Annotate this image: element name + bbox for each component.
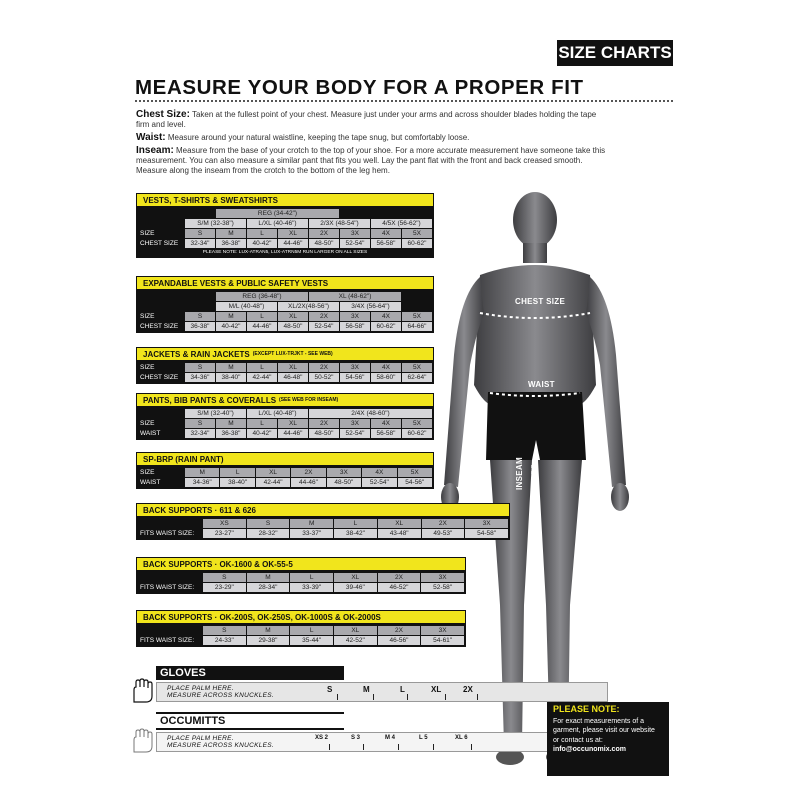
- waist-instruction: [136, 133, 606, 143]
- glove-size-2x: 2X: [463, 685, 473, 694]
- size-cell: M: [247, 573, 290, 582]
- size-cell: 3X: [340, 363, 370, 372]
- mitt-size-xs: XS 2: [315, 735, 329, 741]
- value-cell: 44-46": [278, 429, 308, 438]
- chart-title: BACK SUPPORTS · OK-1600 & OK-55-5: [136, 557, 466, 571]
- size-row: [138, 626, 464, 635]
- row-label: FITS WAIST SIZE:: [140, 637, 195, 644]
- size-cell: 2X: [422, 519, 465, 528]
- size-cell: M: [216, 229, 246, 238]
- size-cell: S: [203, 626, 246, 635]
- value-cell: 48-50": [278, 322, 308, 331]
- size-cell: 2X: [309, 229, 339, 238]
- value-cell: 48-50": [309, 239, 339, 248]
- size-cell: S: [185, 419, 215, 428]
- size-cell: 4X: [371, 419, 401, 428]
- row-label: FITS WAIST SIZE:: [140, 530, 195, 537]
- value-cell: 42-52": [334, 636, 377, 645]
- value-cell: 58-60": [371, 373, 401, 382]
- group-ml: M/L (40-48"): [216, 302, 277, 311]
- value-cell: 52-58": [421, 583, 464, 592]
- value-cell: 54-61": [421, 636, 464, 645]
- value-cell: 40-42": [216, 322, 246, 331]
- chart-title: JACKETS & RAIN JACKETS: [143, 349, 250, 359]
- gloves-instruction: [167, 685, 274, 699]
- ruler-tick: [407, 694, 408, 700]
- value-cell: 33-37": [290, 529, 333, 538]
- chest-row: [138, 373, 432, 382]
- note-email[interactable]: info@occunomix.com: [553, 746, 626, 753]
- size-cell: 5X: [402, 312, 432, 321]
- glove-size-l: L: [400, 685, 405, 694]
- value-cell: 64-66": [402, 322, 432, 331]
- size-cell: L: [247, 312, 277, 321]
- size-cell: M: [290, 519, 333, 528]
- row-label: CHEST SIZE: [140, 374, 179, 381]
- size-cell: 2X: [309, 363, 339, 372]
- chart-title: BACK SUPPORTS · 611 & 626: [136, 503, 510, 517]
- mitt-size-m: M 4: [385, 735, 396, 741]
- waist-row: [138, 429, 432, 438]
- chart-title-row: [136, 393, 434, 407]
- group-sm: S/M (32-40"): [185, 409, 246, 418]
- value-cell: 40-42": [247, 429, 277, 438]
- size-cell: M: [185, 468, 219, 477]
- value-cell: 46-56": [378, 636, 421, 645]
- value-cell: 60-62": [402, 239, 432, 248]
- occumitts-ruler: [156, 732, 578, 752]
- inseam-text: Measure from the base of your crotch to the top of your shoe. For a more accurate measurement have someone take this measurement. You can also measure a similar pant that fits you well. Lay the pant flat with the front and back creased smooth. Measure along the inseam from the crotch to the bottom of the leg hem.: [136, 146, 606, 175]
- inseam-label: Inseam:: [136, 145, 174, 156]
- size-cell: 3X: [465, 519, 508, 528]
- size-cell: L: [290, 573, 333, 582]
- occumitts-title: OCCUMITTS: [156, 712, 344, 730]
- value-cell: 46-48": [278, 373, 308, 382]
- chest-text: Taken at the fullest point of your chest. Measure just under your arms and across shoulder blades holding the tape firm and level.: [136, 110, 597, 129]
- value-cell: 44-46": [278, 239, 308, 248]
- chart-title: PANTS, BIB PANTS & COVERALLS: [143, 395, 277, 405]
- size-cell: XL: [278, 229, 308, 238]
- row-label: SIZE: [140, 313, 155, 320]
- chart-title: VESTS, T-SHIRTS & SWEATSHIRTS: [136, 193, 434, 207]
- size-cell: XL: [278, 419, 308, 428]
- size-row: [138, 519, 508, 528]
- ruler-tick: [433, 744, 434, 750]
- chart-expandable-vests: [136, 276, 434, 333]
- please-note-box: [547, 702, 669, 776]
- ruler-tick: [477, 694, 478, 700]
- chest-row: [138, 322, 432, 331]
- gloves-measure: [130, 666, 610, 706]
- size-cell: 5X: [398, 468, 432, 477]
- mitt-size-s: S 3: [351, 735, 361, 741]
- value-cell: 62-64": [402, 373, 432, 382]
- ruler-tick: [445, 694, 446, 700]
- gloves-title: GLOVES: [156, 666, 344, 680]
- size-cell: XL: [278, 363, 308, 372]
- vests-note: PLEASE NOTE: LUX-ATRAN5, LUX-ATRN5M RUN LARGER ON ALL SIZES: [202, 250, 368, 255]
- chart-subtitle: (SEE WEB FOR INSEAM): [279, 397, 339, 403]
- size-row: [138, 363, 432, 372]
- waist-text: Measure around your natural waistline, keeping the tape snug, but comfortably loose.: [165, 133, 470, 142]
- value-cell: 54-56": [340, 373, 370, 382]
- glove-size-s: S: [327, 685, 333, 694]
- chart-subtitle: (EXCEPT LUX-TRJKT - SEE WEB): [252, 351, 333, 357]
- size-cell: M: [216, 312, 246, 321]
- chart-back-supports-ok1600: [136, 557, 466, 594]
- chart-title: BACK SUPPORTS · OK-200S, OK-250S, OK-1000S & OK-2000S: [136, 610, 466, 624]
- waist-row: [138, 478, 432, 487]
- size-cell: S: [185, 363, 215, 372]
- value-cell: 56-58": [371, 429, 401, 438]
- value-cell: 43-48": [378, 529, 421, 538]
- size-cell: XL: [256, 468, 290, 477]
- size-cell: S: [203, 573, 246, 582]
- value-cell: 36-38": [216, 429, 246, 438]
- value-cell: 40-42": [247, 239, 277, 248]
- size-cell: S: [247, 519, 290, 528]
- title-divider: [135, 100, 673, 102]
- size-cell: S: [185, 312, 215, 321]
- size-cell: 4X: [371, 312, 401, 321]
- size-cell: 3X: [340, 419, 370, 428]
- row-label: SIZE: [140, 230, 155, 237]
- page-title: MEASURE YOUR BODY FOR A PROPER FIT: [135, 76, 584, 99]
- group-45x: 4/5X (56-62"): [371, 219, 432, 228]
- gloves-line2: MEASURE ACROSS KNUCKLES.: [167, 692, 275, 699]
- size-cell: L: [247, 419, 277, 428]
- occumitts-line1: PLACE PALM HERE.: [167, 735, 234, 742]
- size-row: [138, 229, 432, 238]
- hand-outline-icon: [130, 728, 156, 754]
- waist-label-figure: WAIST: [528, 380, 555, 389]
- group-lxl: L/XL (40-48"): [247, 409, 308, 418]
- value-cell: 42-44": [256, 478, 290, 487]
- size-row: [138, 419, 432, 428]
- size-cell: L: [290, 626, 333, 635]
- value-cell: 39-46": [334, 583, 377, 592]
- inseam-instruction: [136, 146, 606, 176]
- size-row: [138, 468, 432, 477]
- occumitts-measure: [130, 712, 610, 762]
- size-cell: 3X: [421, 626, 464, 635]
- ruler-tick: [337, 694, 338, 700]
- size-row: [138, 573, 464, 582]
- value-cell: 28-34": [247, 583, 290, 592]
- value-cell: 52-54": [340, 429, 370, 438]
- value-cell: 35-44": [290, 636, 333, 645]
- value-cell: 44-46": [247, 322, 277, 331]
- chart-sp-brp: [136, 452, 434, 489]
- row-label: WAIST: [140, 430, 161, 437]
- size-cell: M: [216, 363, 246, 372]
- value-cell: 49-53": [422, 529, 465, 538]
- size-cell: L: [334, 519, 377, 528]
- chest-instruction: [136, 110, 606, 130]
- size-cell: 4X: [371, 363, 401, 372]
- size-cell: XL: [378, 519, 421, 528]
- ruler-tick: [398, 744, 399, 750]
- chest-label: Chest Size:: [136, 109, 190, 120]
- group-lxl: L/XL (40-46"): [247, 219, 308, 228]
- chart-title: SP-BRP (RAIN PANT): [136, 452, 434, 466]
- row-label: WAIST: [140, 479, 161, 486]
- size-cell: 2X: [378, 626, 421, 635]
- group-23x: 2/3X (48-54"): [309, 219, 370, 228]
- group-24x: 2/4X (48-60"): [309, 409, 432, 418]
- value-cell: 42-44": [247, 373, 277, 382]
- group-34x: 3/4X (56-64"): [340, 302, 401, 311]
- value-cell: 52-54": [362, 478, 396, 487]
- value-cell: 29-38": [247, 636, 290, 645]
- value-cell: 52-54": [309, 322, 339, 331]
- value-cell: 32-34": [185, 429, 215, 438]
- chest-size-label: CHEST SIZE: [515, 297, 566, 306]
- waist-row: [138, 529, 508, 538]
- size-cell: S: [185, 229, 215, 238]
- glove-size-m: M: [363, 685, 370, 694]
- size-cell: XL: [278, 312, 308, 321]
- waist-row: [138, 636, 464, 645]
- value-cell: 23-27": [203, 529, 246, 538]
- row-label: SIZE: [140, 364, 155, 371]
- row-label: SIZE: [140, 420, 155, 427]
- value-cell: 48-50": [309, 429, 339, 438]
- chest-row: [138, 239, 432, 248]
- value-cell: 48-50": [327, 478, 361, 487]
- size-cell: L: [220, 468, 254, 477]
- size-cell: XL: [334, 573, 377, 582]
- ruler-tick: [329, 744, 330, 750]
- value-cell: 56-58": [340, 322, 370, 331]
- chart-title: EXPANDABLE VESTS & PUBLIC SAFETY VESTS: [136, 276, 434, 290]
- chart-pants: [136, 393, 434, 440]
- chart-back-supports-611: [136, 503, 510, 540]
- row-label: SIZE: [140, 469, 155, 476]
- group-reg: REG (36-48"): [216, 292, 308, 301]
- chart-title-row: [136, 347, 434, 361]
- value-cell: 32-34": [185, 239, 215, 248]
- chart-jackets: [136, 347, 434, 384]
- group-xl: XL (48-62"): [309, 292, 401, 301]
- ruler-tick: [373, 694, 374, 700]
- size-cell: 5X: [402, 363, 432, 372]
- inseam-label-figure: INSEAM: [515, 457, 524, 490]
- size-cell: XS: [203, 519, 246, 528]
- mitt-size-l: L 5: [419, 735, 428, 741]
- measurement-instructions: [136, 110, 606, 179]
- group-sm: S/M (32-38"): [185, 219, 246, 228]
- value-cell: 33-39": [290, 583, 333, 592]
- size-cell: 2X: [291, 468, 325, 477]
- size-cell: L: [247, 229, 277, 238]
- size-cell: 2X: [309, 419, 339, 428]
- size-cell: XL: [334, 626, 377, 635]
- value-cell: 44-46": [291, 478, 325, 487]
- size-cell: 5X: [402, 229, 432, 238]
- value-cell: 50-52": [309, 373, 339, 382]
- row-label: CHEST SIZE: [140, 323, 179, 330]
- glove-size-xl: XL: [431, 685, 442, 694]
- value-cell: 28-32": [247, 529, 290, 538]
- value-cell: 24-33": [203, 636, 246, 645]
- size-cell: M: [247, 626, 290, 635]
- gloves-ruler: [156, 682, 608, 702]
- size-cell: 3X: [327, 468, 361, 477]
- chart-vests: [136, 193, 434, 258]
- value-cell: 38-40": [216, 373, 246, 382]
- value-cell: 38-42": [334, 529, 377, 538]
- group-xl2x: XL/2X(48-56"): [278, 302, 339, 311]
- note-heading: PLEASE NOTE:: [553, 704, 620, 714]
- occumitts-instruction: [167, 735, 274, 749]
- size-cell: 4X: [371, 229, 401, 238]
- size-cell: M: [216, 419, 246, 428]
- size-cell: 3X: [340, 312, 370, 321]
- row-label: CHEST SIZE: [140, 240, 179, 247]
- value-cell: 60-62": [402, 429, 432, 438]
- value-cell: 38-40": [220, 478, 254, 487]
- value-cell: 54-56": [398, 478, 432, 487]
- group-reg: REG (34-42"): [216, 209, 339, 218]
- value-cell: 52-54": [340, 239, 370, 248]
- mitt-size-xl: XL 6: [455, 735, 468, 741]
- size-cell: 3X: [421, 573, 464, 582]
- value-cell: 34-36": [185, 373, 215, 382]
- size-cell: 2X: [309, 312, 339, 321]
- gloves-line1: PLACE PALM HERE.: [167, 685, 234, 692]
- value-cell: 36-38": [216, 239, 246, 248]
- size-cell: 3X: [340, 229, 370, 238]
- value-cell: 34-36": [185, 478, 219, 487]
- ruler-tick: [363, 744, 364, 750]
- ruler-tick: [471, 744, 472, 750]
- occumitts-line2: MEASURE ACROSS KNUCKLES.: [167, 742, 275, 749]
- value-cell: 46-52": [378, 583, 421, 592]
- size-charts-banner: SIZE CHARTS: [557, 40, 673, 66]
- value-cell: 54-58": [465, 529, 508, 538]
- size-cell: 4X: [362, 468, 396, 477]
- note-text: For exact measurements of a garment, please visit our website or contact us at:: [553, 717, 655, 744]
- size-cell: 5X: [402, 419, 432, 428]
- value-cell: 36-38": [185, 322, 215, 331]
- value-cell: 56-58": [371, 239, 401, 248]
- size-row: [138, 312, 432, 321]
- chart-back-supports-ok200s: [136, 610, 466, 647]
- waist-row: [138, 583, 464, 592]
- hand-icon: [130, 678, 156, 704]
- value-cell: 23-29": [203, 583, 246, 592]
- value-cell: 60-62": [371, 322, 401, 331]
- row-label: FITS WAIST SIZE:: [140, 584, 195, 591]
- size-cell: L: [247, 363, 277, 372]
- waist-label: Waist:: [136, 132, 166, 143]
- size-cell: 2X: [378, 573, 421, 582]
